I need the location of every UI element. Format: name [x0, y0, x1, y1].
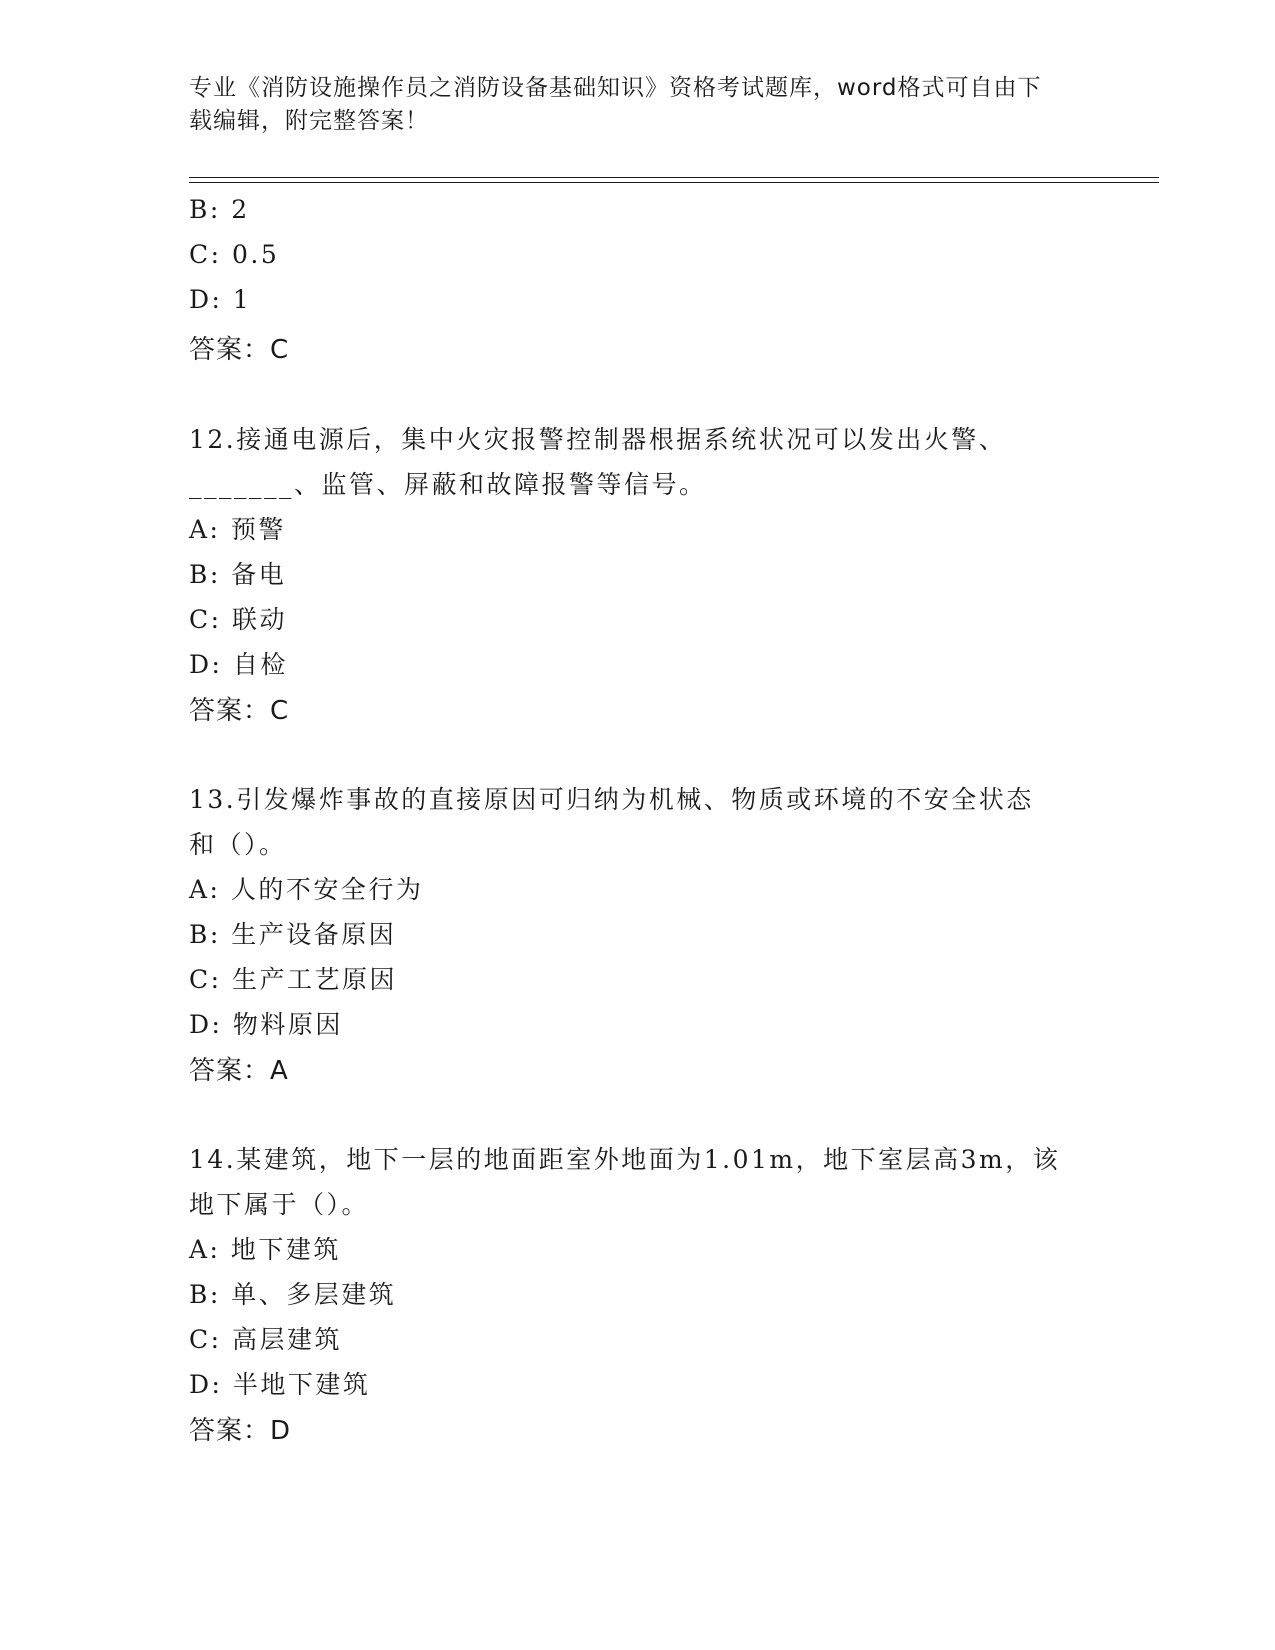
q14-option-c: C: 高层建筑	[189, 1325, 342, 1354]
q12-option-d: D: 自检	[189, 650, 288, 679]
header-divider-bottom	[189, 182, 1159, 183]
q11-option-d: D: 1	[189, 285, 252, 314]
q12-option-c: C: 联动	[189, 605, 287, 634]
q13-option-a: A: 人的不安全行为	[189, 875, 424, 904]
q14-option-d: D: 半地下建筑	[189, 1370, 371, 1399]
q13-option-d: D: 物料原因	[189, 1010, 343, 1039]
q14-answer: 答案：D	[189, 1416, 292, 1446]
q13-option-b: B: 生产设备原因	[189, 920, 397, 949]
q11-answer: 答案：C	[189, 335, 290, 365]
q14-option-a: A: 地下建筑	[189, 1235, 341, 1264]
q13-answer: 答案：A	[189, 1056, 289, 1086]
q12-stem-line-2: _______、监管、屏蔽和故障报警等信号。	[189, 470, 707, 499]
q13-stem-line-2: 和（）。	[189, 830, 287, 859]
q13-stem-line-1: 13.引发爆炸事故的直接原因可归纳为机械、物质或环境的不安全状态	[189, 785, 1034, 814]
q14-stem-line-2: 地下属于（）。	[189, 1190, 370, 1219]
q13-option-c: C: 生产工艺原因	[189, 965, 397, 994]
q14-option-b: B: 单、多层建筑	[189, 1280, 397, 1309]
q11-option-b: B: 2	[189, 195, 250, 224]
q11-option-c: C: 0.5	[189, 240, 280, 269]
page-header	[189, 72, 1079, 138]
q12-option-a: A: 预警	[189, 515, 286, 544]
header-line-1: 专业《消防设施操作员之消防设备基础知识》资格考试题库，word格式可自由下	[189, 75, 1042, 101]
q12-stem-line-1: 12.接通电源后，集中火灾报警控制器根据系统状况可以发出火警、	[189, 425, 1007, 454]
q12-option-b: B: 备电	[189, 560, 287, 589]
header-line-2: 载编辑，附完整答案！	[189, 108, 429, 134]
q14-stem-line-1: 14.某建筑，地下一层的地面距室外地面为1.01m，地下室层高3m，该	[189, 1145, 1061, 1174]
header-divider-top	[189, 177, 1159, 178]
q12-answer: 答案：C	[189, 696, 290, 726]
